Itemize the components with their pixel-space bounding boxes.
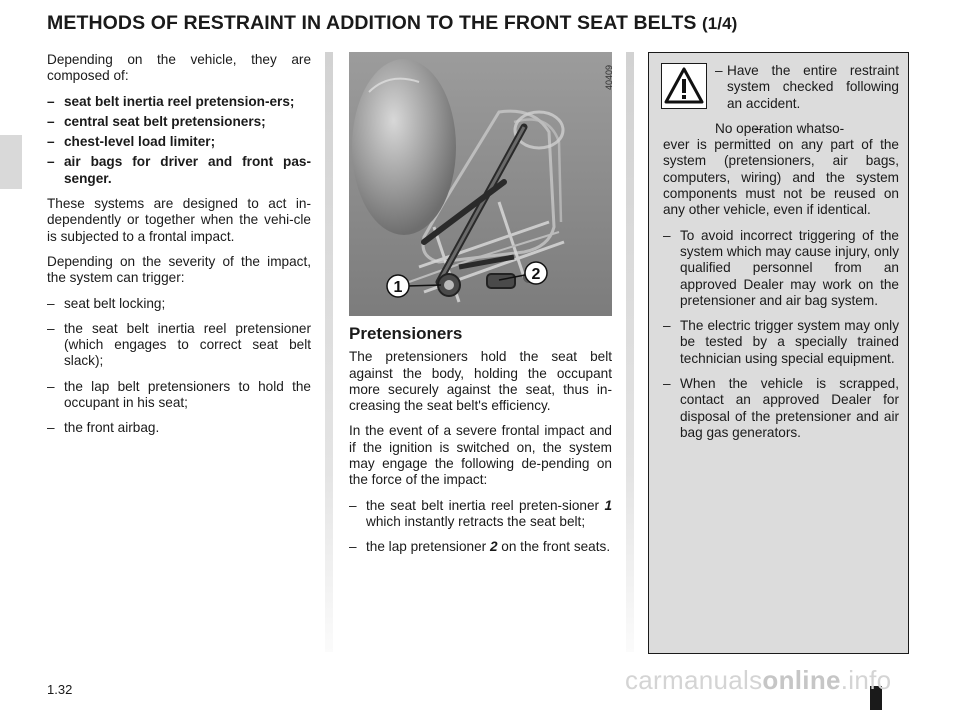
column-divider-right [626, 52, 634, 652]
pretensioners-list [349, 498, 612, 556]
pretensioners-heading: Pretensioners [349, 324, 463, 343]
list-item: – seat belt locking; [47, 296, 311, 312]
watermark-text: carmanuals [625, 665, 763, 695]
list-item: – chest-level load limiter; [47, 134, 311, 150]
list-item [349, 498, 612, 531]
callout-2-label: 2 [531, 266, 541, 283]
section-tab [0, 135, 22, 189]
intro-text: Depending on the vehicle, they are composed of: [47, 52, 311, 84]
list-item-text: ever is permitted on any part of the system (pretensioners, air bags, computers, wiring) and the system components must not be reused on any other vehicle, even if identical. [663, 137, 899, 218]
list-item [349, 539, 612, 555]
watermark [625, 665, 891, 696]
systems-list [47, 94, 311, 187]
callout-1-label: 1 [393, 279, 403, 296]
list-item: – When the vehicle is scrapped, contact an approved Dealer for disposal of the pretensioner and air bag gas generators. [663, 376, 899, 441]
list-item: – the seat belt inertia reel pretensioner (which engages to correct seat belt slack); [47, 321, 311, 370]
pretensioners-paragraph-1: The pretensioners hold the seat belt against the body, holding the occupant more securely against the seat, thus in-creasing the seat belt's efficiency. [349, 349, 612, 414]
middle-column [349, 52, 612, 565]
list-item: – seat belt inertia reel pretension-ers; [47, 94, 311, 110]
seat-airbag-illustration [349, 52, 612, 316]
pretensioners-paragraph-2: In the event of a severe frontal impact and if the ignition is switched on, the system may engage the following de-pending on the force of the impact: [349, 423, 612, 488]
list-item: – the lap belt pretensioners to hold the occupant in his seat; [47, 379, 311, 412]
watermark-text: .info [840, 665, 892, 695]
list-item-text: which instantly retracts the seat belt; [366, 513, 586, 529]
list-item: – the front airbag. [47, 420, 311, 436]
triggers-list [47, 296, 311, 437]
warning-text [663, 63, 899, 450]
seat-diagram-image [349, 52, 612, 316]
column-divider-left [325, 52, 333, 652]
page-title-text: METHODS OF RESTRAINT IN ADDITION TO THE FRONT SEAT BELTS [47, 12, 697, 34]
page-number: 1.32 [47, 682, 73, 697]
image-code: 40409 [604, 64, 614, 90]
list-item-text: on the front seats. [497, 539, 611, 555]
list-item: – Have the entire restraint system checked following an accident. [715, 63, 899, 112]
watermark-text: online [762, 665, 841, 695]
list-item: – central seat belt pretensioners; [47, 114, 311, 130]
list-item-text: the seat belt inertia reel preten-sioner [366, 497, 605, 513]
page-title [47, 12, 737, 35]
list-item [663, 121, 899, 219]
list-item: – To avoid incorrect triggering of the system which may cause injury, only qualified personnel from an approved Dealer may work on the pretensioner and air bag system. [663, 228, 899, 309]
list-item: – air bags for driver and front pas-senger. [47, 154, 311, 187]
page-title-part: (1/4) [701, 14, 738, 33]
systems-paragraph: These systems are designed to act in-dependently or together when the vehi-cle is subjected to a frontal impact. [47, 196, 311, 244]
list-item-text: No operation whatso- [715, 120, 845, 136]
list-item: – The electric trigger system may only be tested by a specially trained technician using special equipment. [663, 318, 899, 367]
list-item-text: the lap pretensioner [366, 539, 490, 555]
warning-box [648, 52, 909, 654]
callout-ref-1: 1 [604, 497, 612, 513]
callout-ref-2: 2 [489, 539, 498, 555]
left-column [47, 52, 311, 446]
severity-paragraph: Depending on the severity of the impact, the system can trigger: [47, 253, 311, 286]
